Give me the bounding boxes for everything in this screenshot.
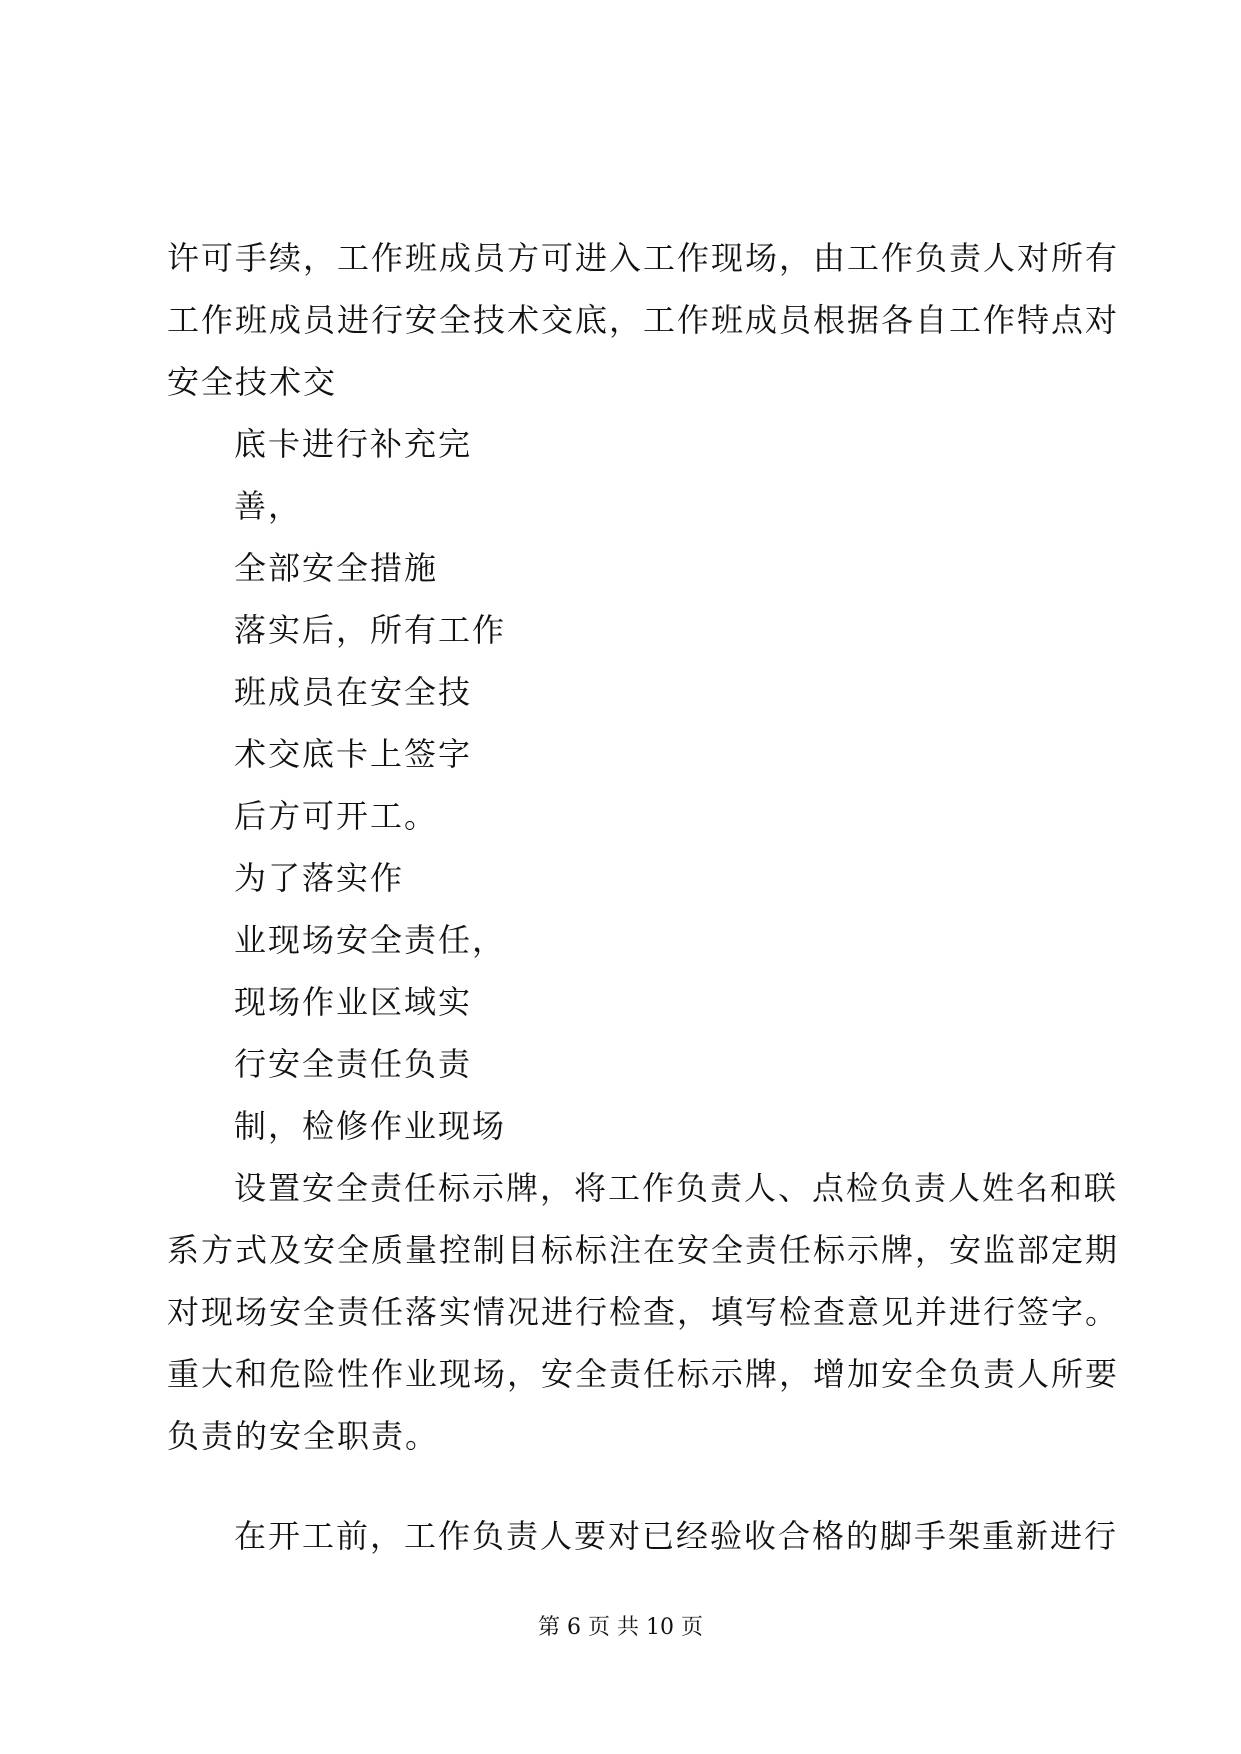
body-text-line: 班成员在安全技 — [234, 673, 473, 711]
page-number-footer: 第 6 页 共 10 页 — [538, 1615, 703, 1640]
body-text-line: 为了落实作 — [234, 859, 405, 897]
body-text-line: 全部安全措施 — [234, 549, 439, 587]
body-text-line: 对现场安全责任落实情况进行检查，填写检查意见并进行签字。 — [167, 1293, 1120, 1331]
body-text-line: 后方可开工。 — [234, 797, 439, 835]
body-text-line: 负责的安全职责。 — [167, 1417, 440, 1455]
body-text-line: 善， — [234, 487, 303, 525]
body-text-line: 重大和危险性作业现场，安全责任标示牌，增加安全负责人所要 — [167, 1355, 1120, 1393]
body-text-line: 行安全责任负责 — [234, 1045, 473, 1083]
body-text-line: 现场作业区域实 — [234, 983, 473, 1021]
body-text-line: 术交底卡上签字 — [234, 735, 473, 773]
body-text-line: 工作班成员进行安全技术交底，工作班成员根据各自工作特点对 — [167, 301, 1120, 339]
body-text-line: 安全技术交 — [167, 363, 338, 401]
body-text-line: 落实后，所有工作 — [234, 611, 507, 649]
body-text-line: 设置安全责任标示牌，将工作负责人、点检负责人姓名和联 — [234, 1169, 1119, 1207]
body-text-line: 底卡进行补充完 — [234, 425, 473, 463]
body-text-line: 许可手续，工作班成员方可进入工作现场，由工作负责人对所有 — [167, 239, 1120, 277]
body-text-line: 业现场安全责任， — [234, 921, 507, 959]
body-text-line: 制，检修作业现场 — [234, 1107, 507, 1145]
body-text-line: 系方式及安全质量控制目标标注在安全责任标示牌，安监部定期 — [167, 1231, 1120, 1269]
body-text-line: 在开工前，工作负责人要对已经验收合格的脚手架重新进行 — [234, 1517, 1119, 1555]
